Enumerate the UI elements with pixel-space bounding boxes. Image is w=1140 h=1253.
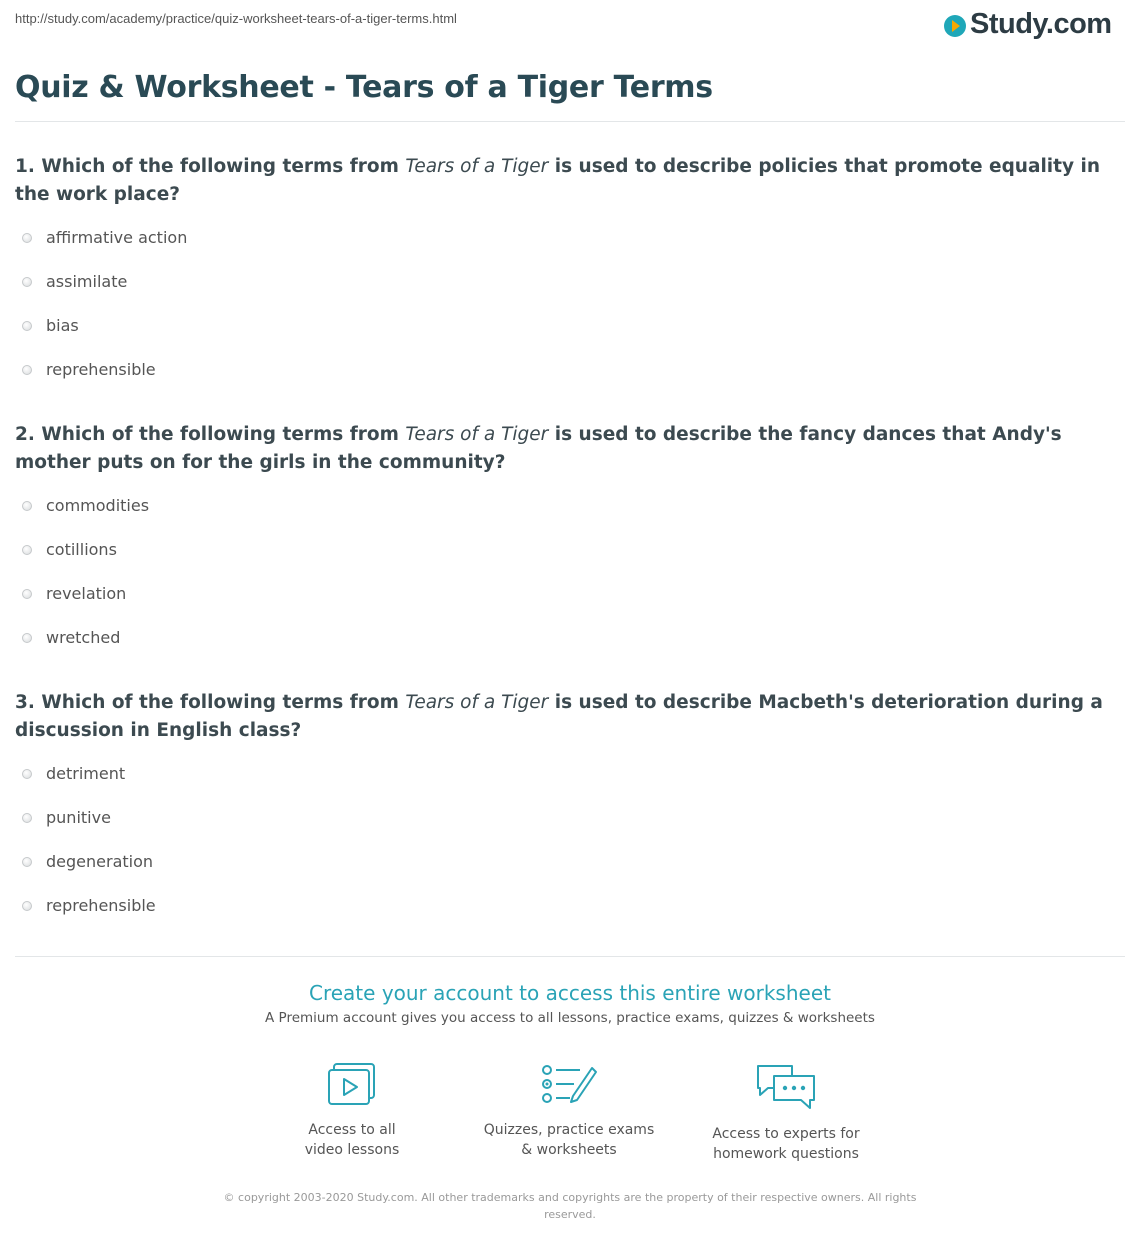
radio-button[interactable] [22,769,32,779]
question-2: 2. Which of the following terms from Tears of a Tiger is used to describe the fancy dances that Andy's mother puts on for the girls in the community? [15,424,1062,473]
feature-experts [686,1062,886,1164]
chat-experts-icon [754,1062,818,1112]
copyright-footer: © copyright 2003-2020 Study.com. All other trademarks and copyrights are the property of their respective owners. All rights reserved. [223,1191,917,1221]
radio-button[interactable] [22,813,32,823]
page-title: Quiz & Worksheet - Tears of a Tiger Terms [15,70,713,105]
radio-button[interactable] [22,321,32,331]
radio-button[interactable] [22,901,32,911]
feature-label: Access to all video lessons [304,1122,400,1158]
answer-option[interactable]: revelation [22,584,126,603]
radio-button[interactable] [22,277,32,287]
radio-button[interactable] [22,365,32,375]
logo-text: Study.com [970,8,1112,40]
radio-button[interactable] [22,501,32,511]
question-1: 1. Which of the following terms from Tears of a Tiger is used to describe policies that promote equality in the work place? [15,156,1100,205]
answer-option[interactable]: assimilate [22,272,127,291]
answer-option[interactable]: punitive [22,808,111,827]
quiz-checklist-icon [540,1062,598,1108]
answer-option[interactable]: affirmative action [22,228,187,247]
feature-quizzes [469,1062,669,1160]
answer-option[interactable]: wretched [22,628,120,647]
study-logo[interactable] [944,8,1112,41]
radio-button[interactable] [22,857,32,867]
answer-option[interactable]: bias [22,316,79,335]
radio-button[interactable] [22,633,32,643]
play-circle-icon [944,15,966,37]
answer-option[interactable]: detriment [22,764,125,783]
answer-option[interactable]: commodities [22,496,149,515]
answer-option[interactable]: reprehensible [22,896,156,915]
radio-button[interactable] [22,545,32,555]
radio-button[interactable] [22,589,32,599]
answer-option[interactable]: reprehensible [22,360,156,379]
question-3: 3. Which of the following terms from Tears of a Tiger is used to describe Macbeth's deterioration during a discussion in English class? [15,692,1103,741]
feature-label: Quizzes, practice exams & worksheets [483,1122,655,1158]
divider [15,956,1125,957]
feature-video-lessons [252,1062,452,1160]
feature-label: Access to experts for homework questions [712,1126,860,1162]
video-lessons-icon [326,1062,378,1108]
create-account-link[interactable]: Create your account to access this entire worksheet [309,981,831,1005]
answer-option[interactable]: cotillions [22,540,117,559]
page-url: http://study.com/academy/practice/quiz-worksheet-tears-of-a-tiger-terms.html [15,11,457,26]
cta-subtitle: A Premium account gives you access to all lessons, practice exams, quizzes & worksheets [265,1010,875,1026]
answer-option[interactable]: degeneration [22,852,153,871]
radio-button[interactable] [22,233,32,243]
divider [15,121,1125,122]
